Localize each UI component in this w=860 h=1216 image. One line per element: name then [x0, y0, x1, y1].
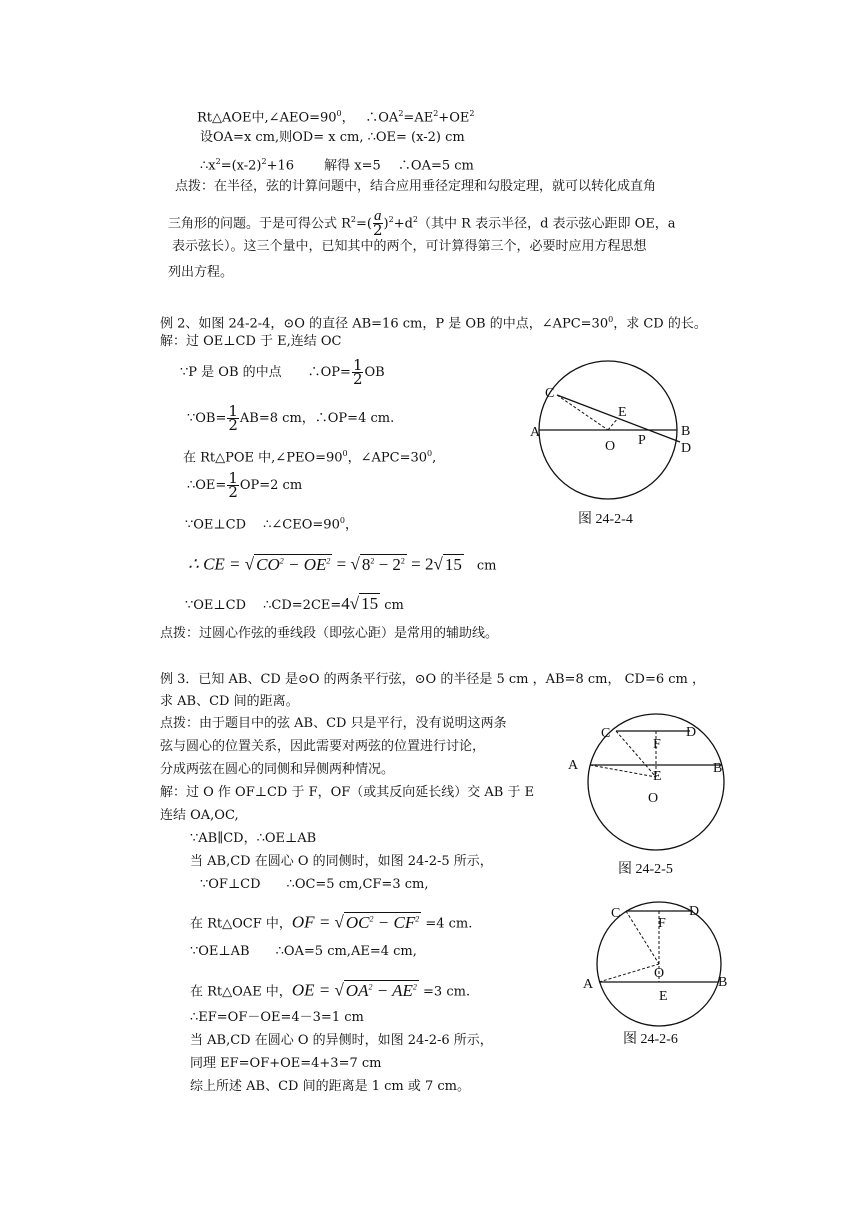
ex3-step6-formula: 在 Rt△OCF 中，OF = √ $OC^2 - CF^2 =4$ cm. — [190, 912, 473, 932]
label-e: E — [618, 405, 627, 420]
figure-24-2-6 — [580, 900, 740, 1030]
label-a: A — [583, 977, 594, 992]
ex3-step12: 综上所述 AB、CD 间的距离是 1 cm 或 7 cm。 — [190, 1079, 470, 1094]
label-c: C — [611, 906, 621, 921]
ex1-tip-line2: 三角形的问题。于是可得公式 $R^2=$( $\frac{a}{2}$ )$^2+d^2$（其中 R 表示半径，d 表示弦心距即 OE，a — [168, 208, 676, 240]
ex3-tip-line2: 弦与圆心的位置关系，因此需要对两弦的位置进行讨论， — [160, 739, 486, 754]
ex3-step11: 同理 EF=OF+OE=4+3=7 cm — [190, 1056, 382, 1071]
ex3-step5: ∵OF⊥CD ∴OC=5 cm,CF=3 cm, — [200, 877, 429, 892]
ex3-step4: 当 AB,CD 在圆心 O 的同侧时，如图 24-2-5 所示， — [190, 854, 493, 869]
ex2-step1: 解：过 OE⊥CD 于 E,连结 OC — [160, 334, 342, 349]
label-p: P — [638, 433, 646, 448]
label-o: O — [654, 966, 665, 981]
segment-oa — [599, 964, 659, 982]
ex3-step3: ∵AB∥CD，∴OE⊥AB — [190, 831, 317, 846]
label-c: C — [601, 726, 611, 741]
ex1-tip-line1: 点拨：在半径，弦的计算问题中，结合应用垂径定理和勾股定理，就可以转化成直角 — [175, 179, 657, 194]
ex2-step5: ∴OE= $\frac{1}{2}$ OP=2 cm — [187, 469, 303, 501]
segment-oa — [590, 765, 656, 777]
figure-24-2-5 — [565, 720, 745, 860]
ex1-tip-line4: 列出方程。 — [168, 265, 234, 280]
ex2-step4: 在 Rt△POE 中$,\angle PEO=90^0$，$\angle APC=30^0$, — [183, 449, 437, 466]
label-f: F — [658, 916, 666, 931]
ex1-line3: $\therefore x^2=(x-2)^2+16$ 解得 x=5 ∴OA=5 cm — [200, 157, 474, 174]
ex2-tip: 点拨：过圆心作弦的垂线段（即弦心距）是常用的辅助线。 — [160, 626, 499, 641]
ex3-tip-line1: 点拨：由于题目中的弦 AB、CD 只是平行，没有说明这两条 — [160, 716, 507, 731]
ex2-step8: ∵OE⊥CD ∴CD=2CE=4√ 15 cm — [185, 594, 404, 613]
label-b: B — [718, 975, 728, 990]
ex3-step10: 当 AB,CD 在圆心 O 的异侧时，如图 24-2-6 所示， — [190, 1033, 493, 1048]
label-e: E — [659, 989, 668, 1004]
label-a: A — [568, 758, 579, 773]
ex2-step7-formula: ∴ CE = √ $CO^2 - OE^2$ = √ $8^2 - 2^2 = 2√$ 15 cm — [188, 554, 497, 574]
ex2-step2: ∵P 是 OB 的中点 ∴OP= $\frac{1}{2}$ OB — [180, 356, 385, 388]
figure-caption-24-2-4: 图 24-2-4 — [578, 512, 633, 527]
label-e: E — [653, 769, 662, 784]
ex3-step8-formula: 在 Rt△OAE 中，OE = √ $OA^2 - AE^2 =3$ cm. — [190, 980, 471, 1000]
figure-caption-24-2-6: 图 24-2-6 — [623, 1032, 678, 1047]
label-d: D — [689, 904, 700, 919]
label-o: O — [648, 791, 659, 806]
segment-oc — [557, 395, 608, 430]
label-o: O — [605, 439, 616, 454]
segment-oc — [616, 731, 656, 777]
label-d: D — [686, 725, 697, 740]
figure-caption-24-2-5: 图 24-2-5 — [618, 862, 673, 877]
label-b: B — [713, 761, 723, 776]
ex3-step7: ∵OE⊥AB ∴OA=5 cm,AE=4 cm, — [190, 944, 417, 959]
label-f: F — [653, 737, 661, 752]
ex1-line2: 设OA=x cm,则OD= x cm, ∴OE= (x-2) cm — [200, 130, 465, 145]
ex1-line1: Rt△AOE中$,\angle AEO=90^0$， $\therefore OA^2=AE^2+OE^2$ — [197, 109, 475, 126]
ex3-step9: ∴EF=OF－OE=4－3=1 cm — [190, 1010, 364, 1025]
label-a: A — [530, 425, 541, 440]
ex2-step3: ∵OB= $\frac{1}{2}$ AB=8 cm，∴OP=4 cm. — [187, 402, 395, 434]
label-c: C — [545, 386, 555, 401]
figure-24-2-4 — [530, 360, 710, 520]
segment-oe — [608, 418, 618, 430]
ex2-step6: ∵OE⊥CD $\therefore\angle CEO=90^0$， — [185, 516, 358, 533]
label-d: D — [681, 441, 692, 456]
ex3-tip-line3: 分成两弦在圆心的同侧和异侧两种情况。 — [160, 762, 395, 777]
ex3-question-line2: 求 AB、CD 间的距离。 — [160, 694, 299, 709]
segment-oc — [626, 911, 659, 964]
ex1-tip-line3: 表示弦长）。这三个量中，已知其中的两个，可计算得第三个，必要时应用方程思想 — [172, 239, 647, 254]
fraction-a-over-2: $\frac{a}{2}$ — [372, 208, 383, 240]
label-b: B — [681, 424, 691, 439]
ex3-step2: 连结 OA,OC, — [160, 808, 239, 823]
ex3-step1: 解：过 O 作 OF⊥CD 于 F，OF（或其反向延长线）交 AB 于 E — [160, 785, 535, 800]
ex2-question: 例 2、如图 24-2-4，⊙O 的直径 AB=16 cm，P 是 OB 的中点，$\angle APC=30^0$，求 CD 的长。 — [160, 315, 707, 332]
ex3-question-line1: 例 3．已知 AB、CD 是⊙O 的两条平行弦，⊙O 的半径是 5 cm ，AB=8 cm， CD=6 cm ， — [160, 672, 706, 687]
